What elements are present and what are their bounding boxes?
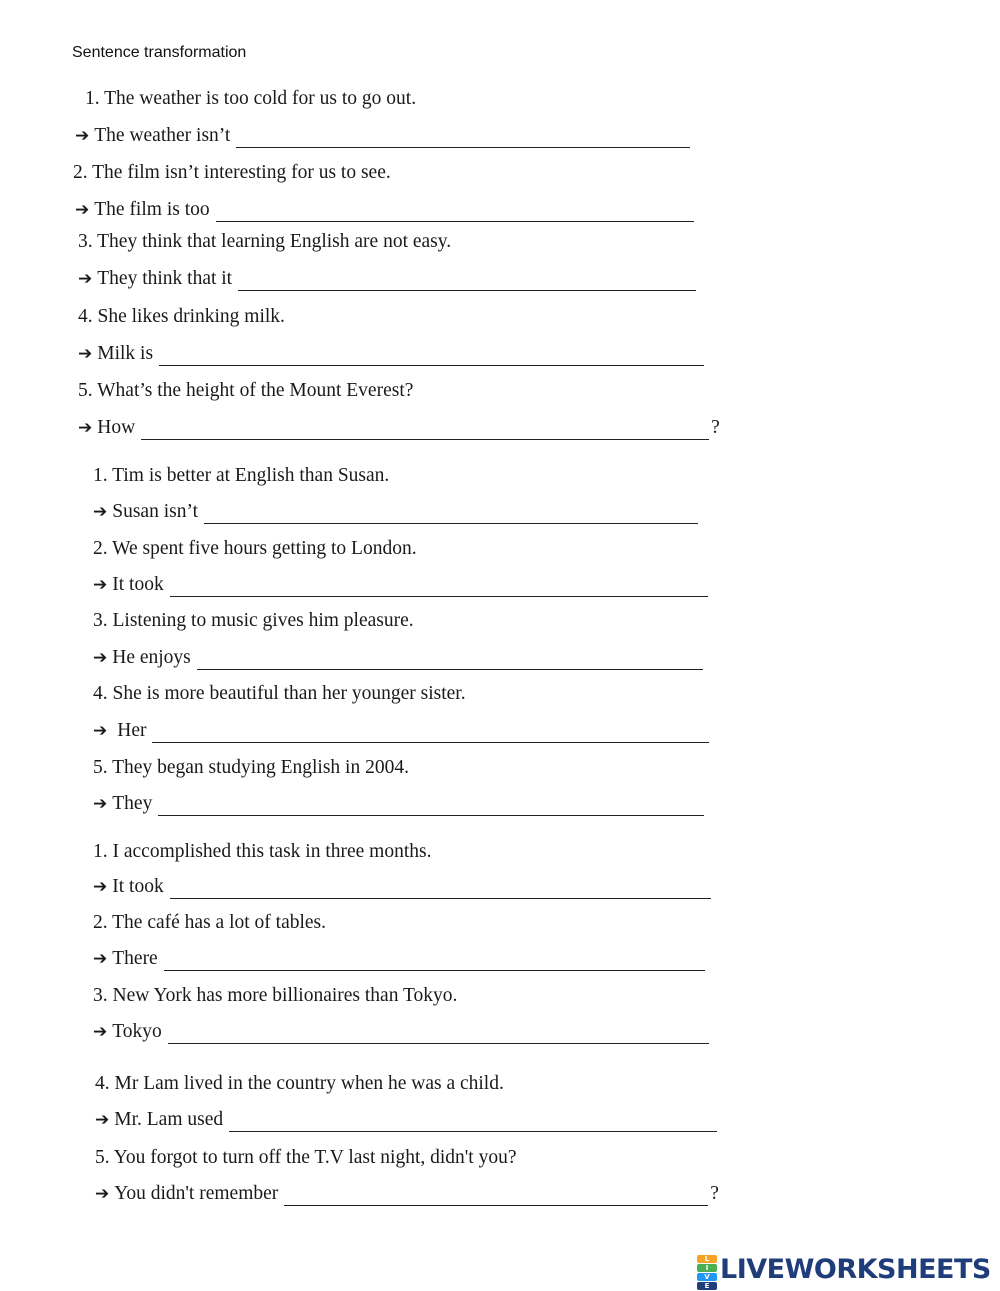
answer-prompt: It took bbox=[112, 574, 164, 595]
question-text: 4. She likes drinking milk. bbox=[78, 306, 285, 327]
answer-blank[interactable] bbox=[197, 651, 703, 670]
answer-prompt: Her bbox=[117, 720, 147, 741]
arrow-icon: ➔ bbox=[93, 648, 108, 668]
arrow-icon: ➔ bbox=[93, 949, 108, 969]
question-text: 3. Listening to music gives him pleasure. bbox=[93, 610, 414, 631]
question-text: 5. What’s the height of the Mount Everest? bbox=[78, 380, 414, 401]
logo-mark-letter: E bbox=[697, 1282, 717, 1290]
answer-blank[interactable] bbox=[168, 1025, 709, 1044]
arrow-icon: ➔ bbox=[93, 877, 108, 897]
question-text: 5. They began studying English in 2004. bbox=[93, 757, 409, 778]
answer-blank[interactable] bbox=[141, 421, 709, 440]
answer-row bbox=[93, 646, 703, 670]
question-mark: ? bbox=[711, 417, 720, 438]
arrow-icon: ➔ bbox=[93, 721, 108, 741]
answer-prompt: Tokyo bbox=[112, 1021, 162, 1042]
answer-row bbox=[95, 1182, 719, 1206]
answer-row bbox=[93, 719, 709, 743]
answer-prompt: Mr. Lam used bbox=[114, 1109, 224, 1130]
answer-prompt: Susan isn’t bbox=[112, 501, 199, 522]
arrow-icon: ➔ bbox=[93, 502, 108, 522]
answer-row bbox=[78, 416, 720, 440]
arrow-icon: ➔ bbox=[93, 794, 108, 814]
answer-blank[interactable] bbox=[284, 1187, 708, 1206]
answer-row bbox=[93, 875, 711, 899]
logo-text: LIVEWORKSHEETS bbox=[720, 1254, 991, 1285]
answer-prompt: There bbox=[112, 948, 158, 969]
answer-row bbox=[78, 267, 696, 291]
question-text: 5. You forgot to turn off the T.V last night, didn't you? bbox=[95, 1147, 517, 1168]
question-text: 2. The café has a lot of tables. bbox=[93, 912, 327, 933]
answer-row bbox=[75, 124, 690, 148]
answer-blank[interactable] bbox=[236, 129, 690, 148]
logo-mark-letter: L bbox=[697, 1255, 717, 1263]
logo-mark-icon bbox=[697, 1254, 717, 1290]
logo-mark-letter: I bbox=[697, 1264, 717, 1272]
answer-blank[interactable] bbox=[238, 272, 696, 291]
answer-row bbox=[75, 198, 694, 222]
question-text: 4. Mr Lam lived in the country when he was a child. bbox=[95, 1073, 504, 1094]
question-text: 4. She is more beautiful than her younger sister. bbox=[93, 683, 466, 704]
answer-blank[interactable] bbox=[164, 952, 705, 971]
arrow-icon: ➔ bbox=[78, 269, 93, 289]
answer-blank[interactable] bbox=[229, 1113, 717, 1132]
question-text: 3. New York has more billionaires than Tokyo. bbox=[93, 985, 458, 1006]
answer-prompt: How bbox=[97, 417, 136, 438]
answer-prompt: Milk is bbox=[97, 343, 154, 364]
liveworksheets-logo bbox=[697, 1254, 991, 1290]
question-text: 1. I accomplished this task in three months. bbox=[93, 841, 432, 862]
logo-mark-letter: V bbox=[697, 1273, 717, 1281]
answer-prompt: You didn't remember bbox=[114, 1183, 279, 1204]
arrow-icon: ➔ bbox=[75, 126, 90, 146]
answer-blank[interactable] bbox=[170, 578, 708, 597]
question-mark: ? bbox=[710, 1183, 719, 1204]
arrow-icon: ➔ bbox=[78, 418, 93, 438]
answer-row bbox=[93, 947, 705, 971]
answer-blank[interactable] bbox=[170, 880, 711, 899]
worksheet-title: Sentence transformation bbox=[72, 44, 247, 61]
arrow-icon: ➔ bbox=[75, 200, 90, 220]
question-text: 2. The film isn’t interesting for us to see. bbox=[73, 162, 391, 183]
arrow-icon: ➔ bbox=[95, 1184, 110, 1204]
arrow-icon: ➔ bbox=[93, 575, 108, 595]
answer-row bbox=[93, 1020, 709, 1044]
answer-row bbox=[93, 500, 698, 524]
answer-prompt: They think that it bbox=[97, 268, 233, 289]
answer-prompt: The film is too bbox=[94, 199, 210, 220]
answer-row bbox=[95, 1108, 717, 1132]
answer-prompt: They bbox=[112, 793, 153, 814]
answer-prompt: The weather isn’t bbox=[94, 125, 231, 146]
arrow-icon: ➔ bbox=[95, 1110, 110, 1130]
question-text: 2. We spent five hours getting to London. bbox=[93, 538, 417, 559]
answer-row bbox=[78, 342, 704, 366]
answer-blank[interactable] bbox=[204, 505, 698, 524]
answer-prompt: He enjoys bbox=[112, 647, 191, 668]
arrow-icon: ➔ bbox=[78, 344, 93, 364]
answer-blank[interactable] bbox=[159, 347, 704, 366]
question-text: 1. The weather is too cold for us to go out. bbox=[85, 88, 417, 109]
answer-row bbox=[93, 573, 708, 597]
answer-blank[interactable] bbox=[158, 797, 704, 816]
answer-blank[interactable] bbox=[216, 203, 694, 222]
arrow-icon: ➔ bbox=[93, 1022, 108, 1042]
question-text: 3. They think that learning English are not easy. bbox=[78, 231, 452, 252]
answer-prompt: It took bbox=[112, 876, 164, 897]
question-text: 1. Tim is better at English than Susan. bbox=[93, 465, 390, 486]
answer-row bbox=[93, 792, 704, 816]
answer-blank[interactable] bbox=[152, 724, 709, 743]
